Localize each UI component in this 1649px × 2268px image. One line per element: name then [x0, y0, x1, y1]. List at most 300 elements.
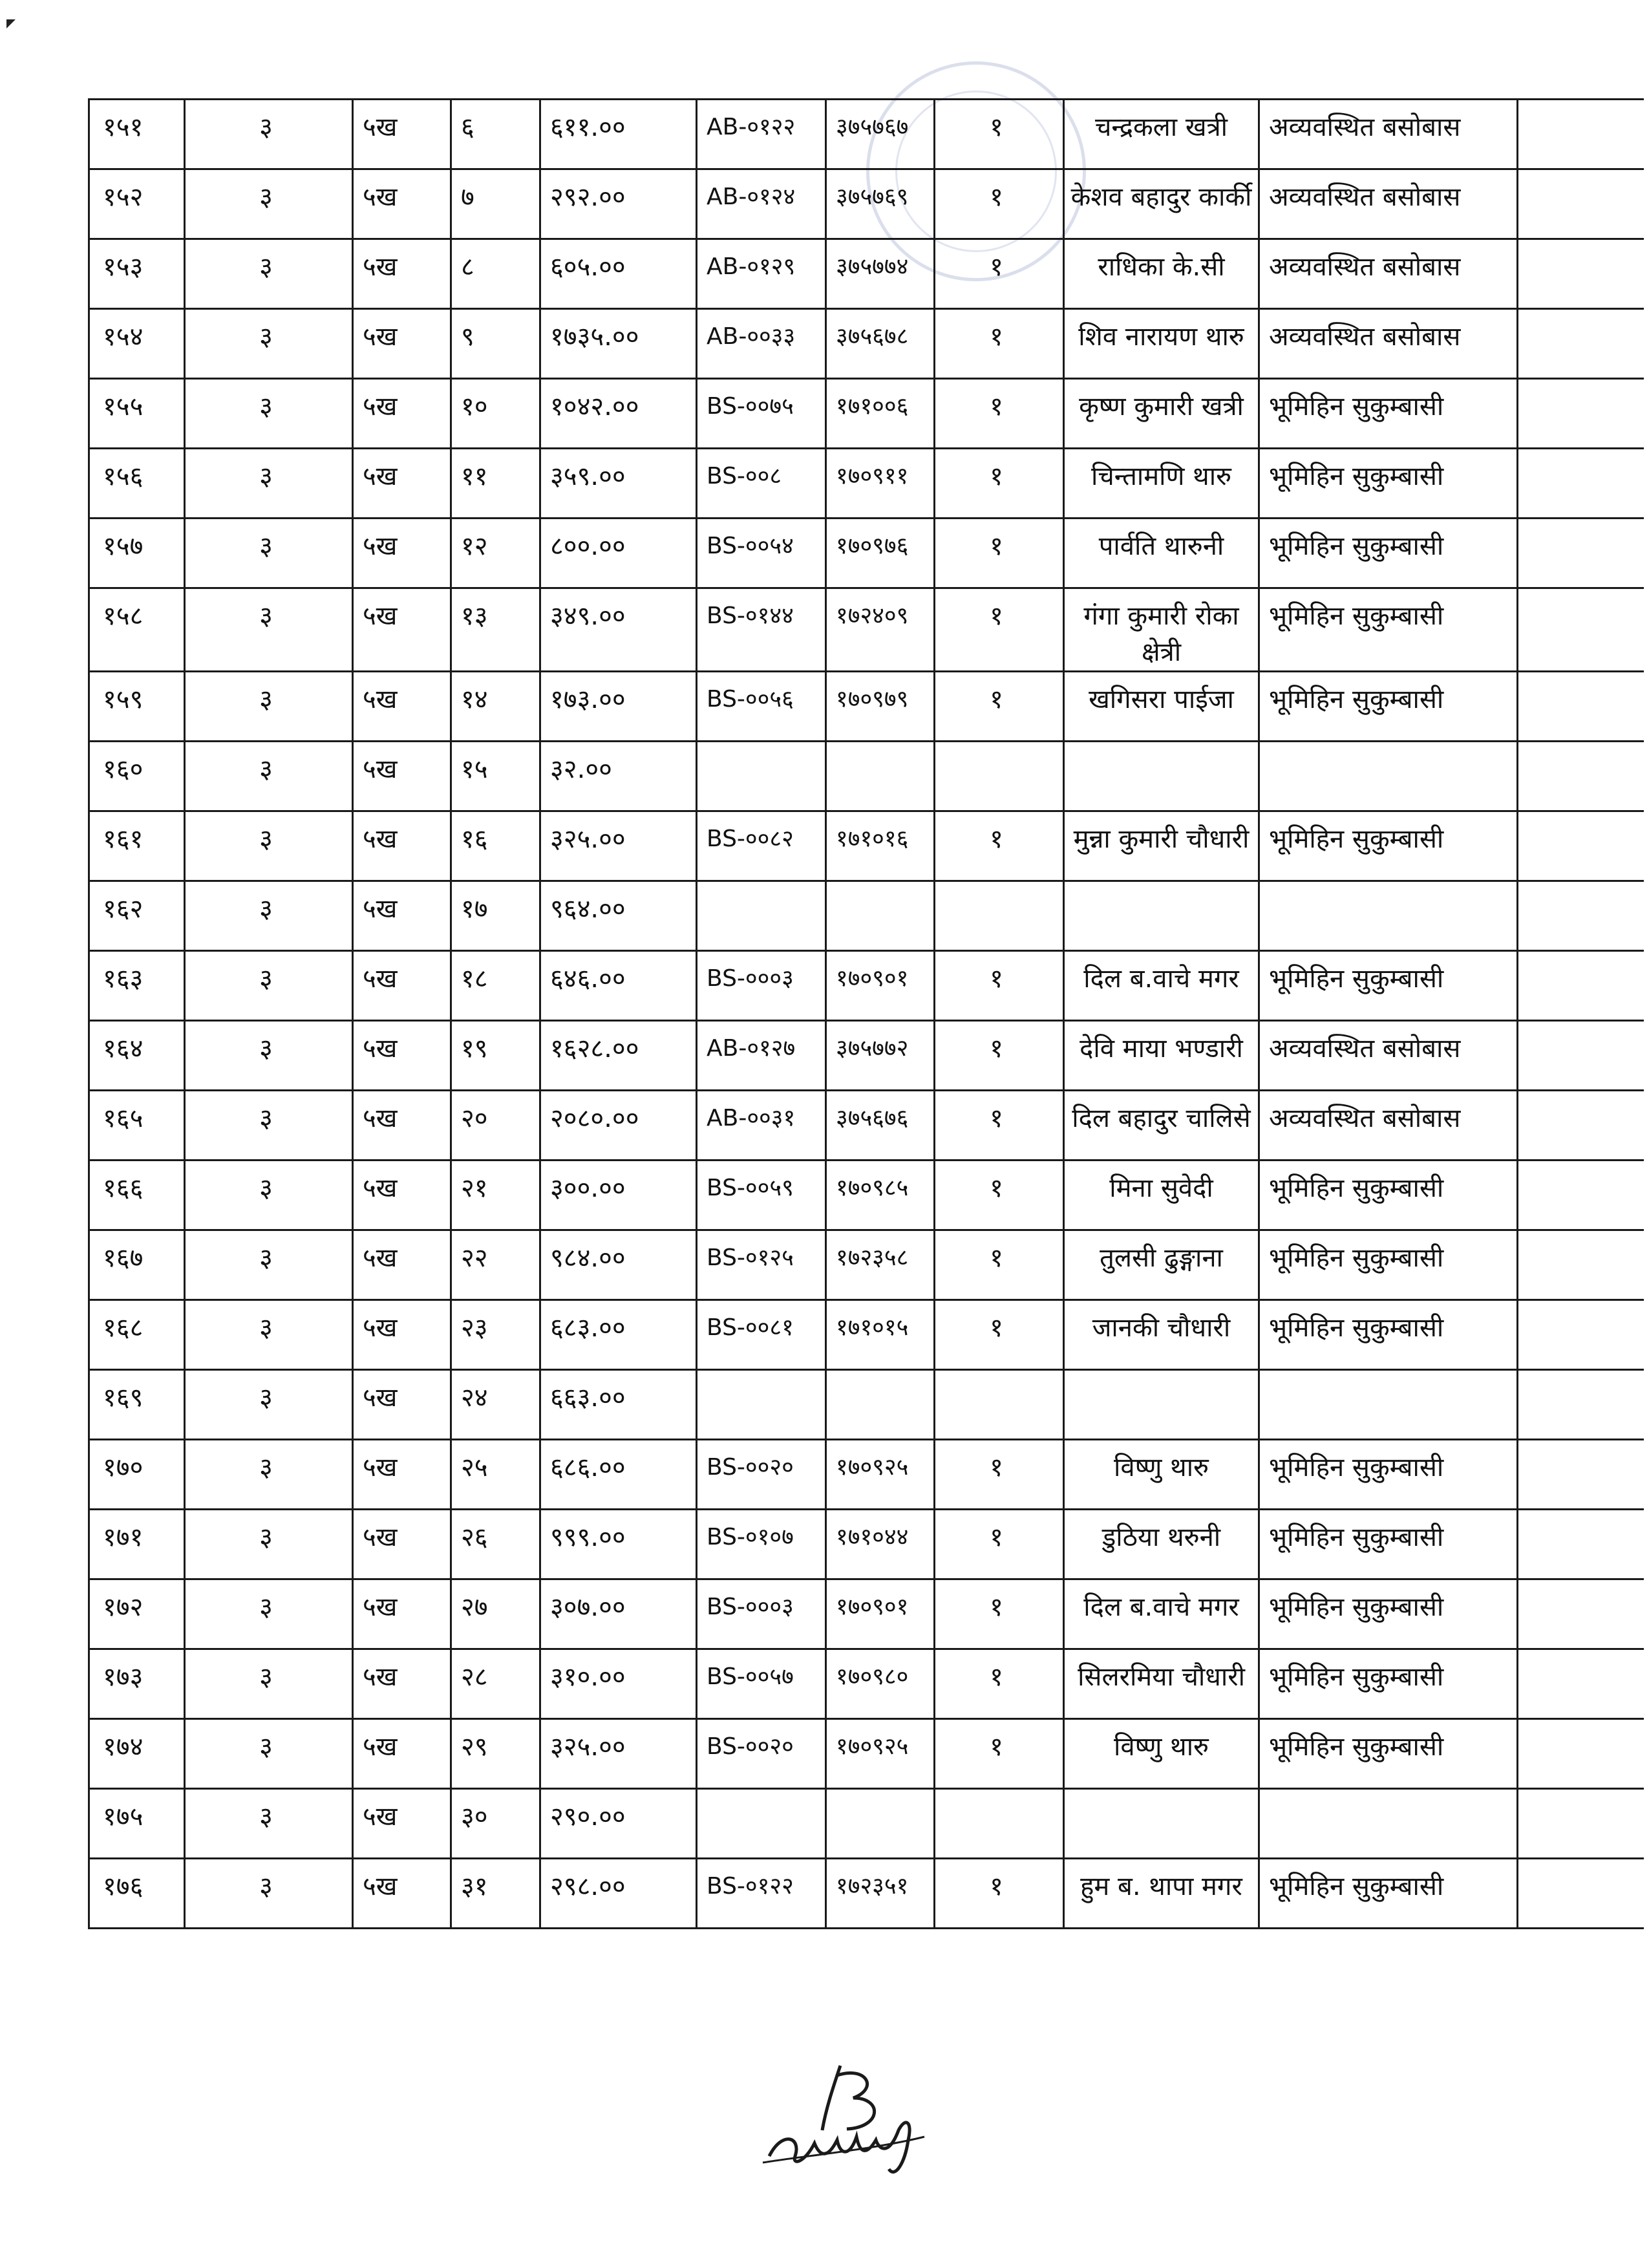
category-cell: भूमिहिन सुकुम्बासी — [1259, 1510, 1518, 1579]
map-sheet-cell: ५ख — [353, 1440, 451, 1510]
applicant-code-cell: AB-०१२४ — [697, 169, 826, 239]
area-cell: ३२५.०० — [540, 811, 697, 881]
plot-number-cell: २१ — [451, 1161, 540, 1230]
empty-cell — [1518, 239, 1644, 309]
count-cell: १ — [935, 1230, 1064, 1300]
count-cell: १ — [935, 169, 1064, 239]
table-row — [89, 1789, 1644, 1859]
record-id-cell: १७२३५८ — [826, 1230, 935, 1300]
table-row — [89, 100, 1644, 169]
ward-cell: ३ — [185, 1789, 353, 1859]
map-sheet-cell: ५ख — [353, 811, 451, 881]
record-id-cell: ३७५७६९ — [826, 169, 935, 239]
applicant-code-cell: BS-००२० — [697, 1719, 826, 1789]
record-id-cell — [826, 881, 935, 951]
applicant-name-cell — [1064, 1789, 1259, 1859]
plot-number-cell: २७ — [451, 1579, 540, 1649]
table-row — [89, 1719, 1644, 1789]
record-id-cell: १७१०१५ — [826, 1300, 935, 1370]
count-cell: १ — [935, 1859, 1064, 1929]
table-row — [89, 951, 1644, 1021]
area-cell: ६११.०० — [540, 100, 697, 169]
map-sheet-cell: ५ख — [353, 672, 451, 742]
serial-number-cell: १५३ — [89, 239, 185, 309]
count-cell — [935, 1370, 1064, 1440]
category-cell: भूमिहिन सुकुम्बासी — [1259, 951, 1518, 1021]
category-cell: भूमिहिन सुकुम्बासी — [1259, 1719, 1518, 1789]
ward-cell: ३ — [185, 742, 353, 811]
plot-number-cell: ९ — [451, 309, 540, 379]
area-cell: २९२.०० — [540, 169, 697, 239]
map-sheet-cell: ५ख — [353, 742, 451, 811]
table-row — [89, 1510, 1644, 1579]
ward-cell: ३ — [185, 1440, 353, 1510]
map-sheet-cell: ५ख — [353, 1091, 451, 1161]
table-row — [89, 588, 1644, 672]
empty-cell — [1518, 588, 1644, 672]
applicant-code-cell: BS-००५४ — [697, 519, 826, 588]
map-sheet-cell: ५ख — [353, 1300, 451, 1370]
applicant-name-cell: दिल बहादुर चालिसे — [1064, 1091, 1259, 1161]
serial-number-cell: १६९ — [89, 1370, 185, 1440]
applicant-name-cell: जानकी चौधारी — [1064, 1300, 1259, 1370]
ward-cell: ३ — [185, 1161, 353, 1230]
empty-cell — [1518, 1510, 1644, 1579]
serial-number-cell: १५५ — [89, 379, 185, 449]
plot-number-cell: २२ — [451, 1230, 540, 1300]
applicant-code-cell: AB-०१२७ — [697, 1021, 826, 1091]
map-sheet-cell: ५ख — [353, 1719, 451, 1789]
table-row — [89, 1091, 1644, 1161]
serial-number-cell: १५८ — [89, 588, 185, 672]
plot-number-cell: १० — [451, 379, 540, 449]
category-cell: भूमिहिन सुकुम्बासी — [1259, 672, 1518, 742]
ward-cell: ३ — [185, 1719, 353, 1789]
table-row — [89, 1859, 1644, 1929]
count-cell — [935, 1789, 1064, 1859]
area-cell: ६८३.०० — [540, 1300, 697, 1370]
applicant-code-cell — [697, 881, 826, 951]
applicant-code-cell — [697, 1789, 826, 1859]
count-cell: १ — [935, 1649, 1064, 1719]
record-id-cell: १७०९०१ — [826, 951, 935, 1021]
table-row — [89, 309, 1644, 379]
category-cell: भूमिहिन सुकुम्बासी — [1259, 811, 1518, 881]
empty-cell — [1518, 1859, 1644, 1929]
applicant-code-cell: BS-०००३ — [697, 1579, 826, 1649]
table-row — [89, 742, 1644, 811]
count-cell: १ — [935, 1440, 1064, 1510]
empty-cell — [1518, 1579, 1644, 1649]
map-sheet-cell: ५ख — [353, 1859, 451, 1929]
count-cell: १ — [935, 239, 1064, 309]
applicant-name-cell: डुठिया थरुनी — [1064, 1510, 1259, 1579]
area-cell: ३२५.०० — [540, 1719, 697, 1789]
ward-cell: ३ — [185, 239, 353, 309]
empty-cell — [1518, 951, 1644, 1021]
map-sheet-cell: ५ख — [353, 1510, 451, 1579]
ward-cell: ३ — [185, 449, 353, 519]
plot-number-cell: १३ — [451, 588, 540, 672]
category-cell — [1259, 742, 1518, 811]
applicant-name-cell: गंगा कुमारी रोका क्षेत्री — [1064, 588, 1259, 672]
ward-cell: ३ — [185, 309, 353, 379]
applicant-name-cell — [1064, 742, 1259, 811]
map-sheet-cell: ५ख — [353, 1021, 451, 1091]
ward-cell: ३ — [185, 881, 353, 951]
table-row — [89, 1300, 1644, 1370]
empty-cell — [1518, 169, 1644, 239]
area-cell: ३२.०० — [540, 742, 697, 811]
count-cell: १ — [935, 588, 1064, 672]
scan-corner-mark — [6, 19, 16, 28]
applicant-name-cell: केशव बहादुर कार्की — [1064, 169, 1259, 239]
area-cell: १०४२.०० — [540, 379, 697, 449]
applicant-code-cell: BS-०१४४ — [697, 588, 826, 672]
map-sheet-cell: ५ख — [353, 169, 451, 239]
area-cell: १६२८.०० — [540, 1021, 697, 1091]
empty-cell — [1518, 100, 1644, 169]
count-cell: १ — [935, 1579, 1064, 1649]
area-cell: ६६३.०० — [540, 1370, 697, 1440]
ward-cell: ३ — [185, 169, 353, 239]
record-id-cell: १७१०४४ — [826, 1510, 935, 1579]
ward-cell: ३ — [185, 379, 353, 449]
plot-number-cell: १७ — [451, 881, 540, 951]
serial-number-cell: १५१ — [89, 100, 185, 169]
record-id-cell: १७०९७६ — [826, 519, 935, 588]
ward-cell: ३ — [185, 588, 353, 672]
area-cell: १७३५.०० — [540, 309, 697, 379]
applicant-name-cell — [1064, 1370, 1259, 1440]
category-cell: भूमिहिन सुकुम्बासी — [1259, 1649, 1518, 1719]
serial-number-cell: १७६ — [89, 1859, 185, 1929]
table-row — [89, 379, 1644, 449]
serial-number-cell: १५२ — [89, 169, 185, 239]
table-row — [89, 239, 1644, 309]
table-row — [89, 449, 1644, 519]
area-cell: ६०५.०० — [540, 239, 697, 309]
empty-cell — [1518, 881, 1644, 951]
table-row — [89, 1021, 1644, 1091]
applicant-name-cell: सिलरमिया चौधारी — [1064, 1649, 1259, 1719]
table-row — [89, 1370, 1644, 1440]
record-id-cell: १७१००६ — [826, 379, 935, 449]
empty-cell — [1518, 379, 1644, 449]
applicant-name-cell: हुम ब. थापा मगर — [1064, 1859, 1259, 1929]
record-id-cell: १७०९८५ — [826, 1161, 935, 1230]
applicant-name-cell: पार्वति थारुनी — [1064, 519, 1259, 588]
applicant-name-cell: खगिसरा पाईजा — [1064, 672, 1259, 742]
map-sheet-cell: ५ख — [353, 239, 451, 309]
table-row — [89, 519, 1644, 588]
ward-cell: ३ — [185, 1230, 353, 1300]
category-cell: भूमिहिन सुकुम्बासी — [1259, 1579, 1518, 1649]
empty-cell — [1518, 309, 1644, 379]
count-cell: १ — [935, 672, 1064, 742]
serial-number-cell: १६८ — [89, 1300, 185, 1370]
map-sheet-cell: ५ख — [353, 951, 451, 1021]
record-id-cell: १७१०१६ — [826, 811, 935, 881]
category-cell: भूमिहिन सुकुम्बासी — [1259, 1859, 1518, 1929]
category-cell: भूमिहिन सुकुम्बासी — [1259, 449, 1518, 519]
applicant-code-cell: AB-००३१ — [697, 1091, 826, 1161]
category-cell: भूमिहिन सुकुम्बासी — [1259, 379, 1518, 449]
table-row — [89, 1649, 1644, 1719]
applicant-code-cell: BS-०१२५ — [697, 1230, 826, 1300]
area-cell: २०८०.०० — [540, 1091, 697, 1161]
serial-number-cell: १७० — [89, 1440, 185, 1510]
count-cell: १ — [935, 951, 1064, 1021]
category-cell: भूमिहिन सुकुम्बासी — [1259, 1300, 1518, 1370]
ward-cell: ३ — [185, 1300, 353, 1370]
applicant-name-cell: चन्द्रकला खत्री — [1064, 100, 1259, 169]
area-cell: ९८४.०० — [540, 1230, 697, 1300]
applicant-code-cell: AB-०१२२ — [697, 100, 826, 169]
serial-number-cell: १६६ — [89, 1161, 185, 1230]
map-sheet-cell: ५ख — [353, 379, 451, 449]
record-id-cell: १७०९७९ — [826, 672, 935, 742]
area-cell: ६८६.०० — [540, 1440, 697, 1510]
count-cell: १ — [935, 1161, 1064, 1230]
area-cell: १७३.०० — [540, 672, 697, 742]
plot-number-cell: १८ — [451, 951, 540, 1021]
area-cell: ९९९.०० — [540, 1510, 697, 1579]
count-cell: १ — [935, 309, 1064, 379]
count-cell: १ — [935, 1510, 1064, 1579]
plot-number-cell: २६ — [451, 1510, 540, 1579]
ward-cell: ३ — [185, 951, 353, 1021]
table-row — [89, 1161, 1644, 1230]
plot-number-cell: १५ — [451, 742, 540, 811]
empty-cell — [1518, 1021, 1644, 1091]
serial-number-cell: १७४ — [89, 1719, 185, 1789]
applicant-name-cell: मिना सुवेदी — [1064, 1161, 1259, 1230]
serial-number-cell: १७३ — [89, 1649, 185, 1719]
table-body — [89, 100, 1644, 1929]
area-cell: ९६४.०० — [540, 881, 697, 951]
category-cell: भूमिहिन सुकुम्बासी — [1259, 519, 1518, 588]
table-row — [89, 1230, 1644, 1300]
serial-number-cell: १६४ — [89, 1021, 185, 1091]
record-id-cell: १७०९८० — [826, 1649, 935, 1719]
empty-cell — [1518, 1300, 1644, 1370]
count-cell — [935, 881, 1064, 951]
plot-number-cell: २३ — [451, 1300, 540, 1370]
ward-cell: ३ — [185, 1370, 353, 1440]
area-cell: ३४९.०० — [540, 588, 697, 672]
category-cell — [1259, 1370, 1518, 1440]
empty-cell — [1518, 519, 1644, 588]
record-id-cell — [826, 1370, 935, 1440]
plot-number-cell: १४ — [451, 672, 540, 742]
empty-cell — [1518, 742, 1644, 811]
plot-number-cell: २४ — [451, 1370, 540, 1440]
applicant-name-cell: शिव नारायण थारु — [1064, 309, 1259, 379]
count-cell: १ — [935, 379, 1064, 449]
ward-cell: ३ — [185, 1859, 353, 1929]
plot-number-cell: ११ — [451, 449, 540, 519]
category-cell — [1259, 881, 1518, 951]
area-cell: ३००.०० — [540, 1161, 697, 1230]
applicant-code-cell: AB-०१२९ — [697, 239, 826, 309]
plot-number-cell: ७ — [451, 169, 540, 239]
count-cell: १ — [935, 449, 1064, 519]
ward-cell: ३ — [185, 1649, 353, 1719]
applicant-code-cell: BS-००२० — [697, 1440, 826, 1510]
serial-number-cell: १६३ — [89, 951, 185, 1021]
applicant-name-cell: चिन्तामणि थारु — [1064, 449, 1259, 519]
ward-cell: ३ — [185, 1510, 353, 1579]
applicant-code-cell: BS-००८ — [697, 449, 826, 519]
serial-number-cell: १७१ — [89, 1510, 185, 1579]
record-id-cell — [826, 742, 935, 811]
area-cell: ३०७.०० — [540, 1579, 697, 1649]
map-sheet-cell: ५ख — [353, 1370, 451, 1440]
ward-cell: ३ — [185, 672, 353, 742]
record-id-cell — [826, 1789, 935, 1859]
serial-number-cell: १७५ — [89, 1789, 185, 1859]
empty-cell — [1518, 1370, 1644, 1440]
area-cell: ८००.०० — [540, 519, 697, 588]
applicant-name-cell: राधिका के.सी — [1064, 239, 1259, 309]
map-sheet-cell: ५ख — [353, 1161, 451, 1230]
ward-cell: ३ — [185, 1091, 353, 1161]
category-cell: भूमिहिन सुकुम्बासी — [1259, 1230, 1518, 1300]
map-sheet-cell: ५ख — [353, 1579, 451, 1649]
plot-number-cell: २५ — [451, 1440, 540, 1510]
table-row — [89, 1579, 1644, 1649]
applicant-name-cell — [1064, 881, 1259, 951]
category-cell: अव्यवस्थित बसोबास — [1259, 309, 1518, 379]
serial-number-cell: १५९ — [89, 672, 185, 742]
serial-number-cell: १६० — [89, 742, 185, 811]
category-cell: भूमिहिन सुकुम्बासी — [1259, 1161, 1518, 1230]
ward-cell: ३ — [185, 519, 353, 588]
empty-cell — [1518, 1789, 1644, 1859]
area-cell: ६४६.०० — [540, 951, 697, 1021]
serial-number-cell: १५७ — [89, 519, 185, 588]
plot-number-cell: ३१ — [451, 1859, 540, 1929]
record-id-cell: १७२४०९ — [826, 588, 935, 672]
plot-number-cell: ६ — [451, 100, 540, 169]
serial-number-cell: १६१ — [89, 811, 185, 881]
record-id-cell: ३७५७७२ — [826, 1021, 935, 1091]
applicant-name-cell: दिल ब.वाचे मगर — [1064, 1579, 1259, 1649]
count-cell: १ — [935, 519, 1064, 588]
applicant-code-cell: BS-००८२ — [697, 811, 826, 881]
category-cell: भूमिहिन सुकुम्बासी — [1259, 588, 1518, 672]
plot-number-cell: १२ — [451, 519, 540, 588]
plot-number-cell: १९ — [451, 1021, 540, 1091]
serial-number-cell: १६५ — [89, 1091, 185, 1161]
record-id-cell: १७०९०१ — [826, 1579, 935, 1649]
area-cell: ३५९.०० — [540, 449, 697, 519]
plot-number-cell: ३० — [451, 1789, 540, 1859]
area-cell: २९०.०० — [540, 1789, 697, 1859]
category-cell: अव्यवस्थित बसोबास — [1259, 239, 1518, 309]
serial-number-cell: १६७ — [89, 1230, 185, 1300]
record-id-cell: १७०९११ — [826, 449, 935, 519]
applicant-name-cell: कृष्ण कुमारी खत्री — [1064, 379, 1259, 449]
plot-number-cell: २९ — [451, 1719, 540, 1789]
plot-number-cell: १६ — [451, 811, 540, 881]
category-cell: भूमिहिन सुकुम्बासी — [1259, 1440, 1518, 1510]
empty-cell — [1518, 1719, 1644, 1789]
plot-number-cell: २८ — [451, 1649, 540, 1719]
applicant-code-cell: BS-०१०७ — [697, 1510, 826, 1579]
ward-cell: ३ — [185, 1021, 353, 1091]
applicant-name-cell: विष्णु थारु — [1064, 1719, 1259, 1789]
applicant-code-cell — [697, 1370, 826, 1440]
serial-number-cell: १६२ — [89, 881, 185, 951]
record-id-cell: १७०९२५ — [826, 1719, 935, 1789]
applicant-code-cell: BS-०००३ — [697, 951, 826, 1021]
count-cell — [935, 742, 1064, 811]
ward-cell: ३ — [185, 1579, 353, 1649]
serial-number-cell: १७२ — [89, 1579, 185, 1649]
map-sheet-cell: ५ख — [353, 449, 451, 519]
plot-number-cell: २० — [451, 1091, 540, 1161]
applicant-code-cell: BS-००५६ — [697, 672, 826, 742]
empty-cell — [1518, 449, 1644, 519]
applicant-code-cell: BS-००५९ — [697, 1161, 826, 1230]
record-id-cell: ३७५७७४ — [826, 239, 935, 309]
record-id-cell: ३७५६७८ — [826, 309, 935, 379]
map-sheet-cell: ५ख — [353, 588, 451, 672]
count-cell: १ — [935, 1091, 1064, 1161]
count-cell: १ — [935, 1300, 1064, 1370]
land-record-table — [88, 98, 1644, 1929]
category-cell: अव्यवस्थित बसोबास — [1259, 169, 1518, 239]
map-sheet-cell: ५ख — [353, 1649, 451, 1719]
map-sheet-cell: ५ख — [353, 100, 451, 169]
map-sheet-cell: ५ख — [353, 881, 451, 951]
applicant-code-cell — [697, 742, 826, 811]
empty-cell — [1518, 1649, 1644, 1719]
table-row — [89, 811, 1644, 881]
record-id-cell: ३७५६७६ — [826, 1091, 935, 1161]
map-sheet-cell: ५ख — [353, 1230, 451, 1300]
signature — [743, 2059, 937, 2182]
applicant-name-cell: दिल ब.वाचे मगर — [1064, 951, 1259, 1021]
empty-cell — [1518, 672, 1644, 742]
ward-cell: ३ — [185, 100, 353, 169]
table-row — [89, 881, 1644, 951]
count-cell: १ — [935, 1719, 1064, 1789]
record-id-cell: ३७५७६७ — [826, 100, 935, 169]
table-row — [89, 672, 1644, 742]
empty-cell — [1518, 1440, 1644, 1510]
map-sheet-cell: ५ख — [353, 309, 451, 379]
count-cell: १ — [935, 811, 1064, 881]
applicant-name-cell: मुन्ना कुमारी चौधारी — [1064, 811, 1259, 881]
empty-cell — [1518, 1161, 1644, 1230]
applicant-code-cell: BS-०१२२ — [697, 1859, 826, 1929]
count-cell: १ — [935, 100, 1064, 169]
record-id-cell: १७०९२५ — [826, 1440, 935, 1510]
applicant-name-cell: देवि माया भण्डारी — [1064, 1021, 1259, 1091]
applicant-name-cell: तुलसी ढुङ्गाना — [1064, 1230, 1259, 1300]
category-cell — [1259, 1789, 1518, 1859]
serial-number-cell: १५६ — [89, 449, 185, 519]
empty-cell — [1518, 811, 1644, 881]
table-row — [89, 1440, 1644, 1510]
applicant-code-cell: BS-००७५ — [697, 379, 826, 449]
area-cell: २९८.०० — [540, 1859, 697, 1929]
applicant-name-cell: विष्णु थारु — [1064, 1440, 1259, 1510]
applicant-code-cell: BS-००५७ — [697, 1649, 826, 1719]
